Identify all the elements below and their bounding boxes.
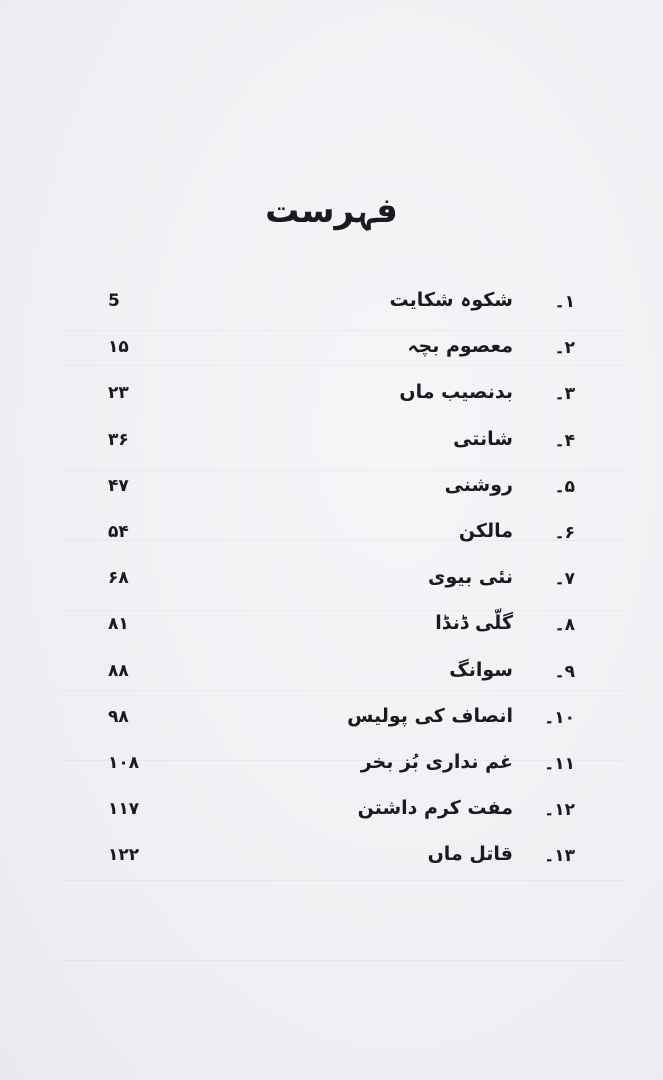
toc-entry (0, 562, 663, 598)
toc-entry-number: ۱۱۔ (544, 754, 575, 774)
toc-entry (0, 377, 663, 413)
toc-entry-page-number: ۸۱ (108, 614, 129, 635)
toc-entry-number: ۹۔ (554, 661, 575, 682)
toc-entry-number: ۸۔ (554, 615, 575, 636)
toc-entry-page-number: ۱۱۷ (108, 799, 140, 820)
toc-entry-page-number: ۶۸ (108, 568, 129, 589)
toc-entry-page-number: 5 (108, 291, 120, 311)
toc-entry (0, 839, 663, 875)
toc-entry-title: معصوم بچہ (407, 335, 513, 358)
toc-entry-page-number: ۱۰۸ (108, 753, 140, 773)
toc-entry (0, 285, 663, 321)
toc-entry-title: غم نداری بُز بخر (360, 751, 513, 773)
toc-entry-title: انصاف کی پولیس (347, 704, 513, 727)
toc-entry-number: ۲۔ (554, 338, 575, 359)
toc-entry-number: ۱۲۔ (544, 800, 575, 821)
toc-entry-page-number: ۹۸ (108, 706, 129, 727)
toc-entry-number: ۱۰۔ (544, 707, 575, 728)
toc-entry-number: ۷۔ (554, 569, 575, 590)
toc-entry (0, 424, 663, 460)
toc-entry (0, 331, 663, 367)
toc-entry-title: نئی بیوی (428, 566, 513, 589)
toc-entry-page-number: ۳۶ (108, 429, 129, 450)
toc-entry-title: شانتی (453, 427, 513, 450)
toc-entry (0, 470, 663, 506)
toc-entry-number: ۱۳۔ (544, 846, 575, 867)
toc-entry-title: مالکن (458, 520, 513, 542)
toc-entry-number: ۵۔ (554, 476, 575, 497)
toc-entry-number: ۳۔ (554, 384, 575, 405)
toc-entry-title: مفت کرم داشتن (357, 797, 513, 820)
toc-entry (0, 655, 663, 691)
toc-entry-page-number: ۲۳ (108, 383, 129, 404)
toc-entry-page-number: ۴۷ (108, 475, 129, 496)
toc-entry-number: ۶۔ (554, 523, 575, 543)
toc-entry (0, 747, 663, 783)
toc-entry (0, 793, 663, 829)
toc-entry-page-number: ۸۸ (108, 660, 129, 681)
toc-entry-title: روشنی (444, 473, 513, 496)
toc-entry (0, 608, 663, 644)
page-title: فہرست (265, 191, 398, 231)
toc-entry-title: بدنصیب ماں (399, 381, 513, 404)
toc-entry-number: ۴۔ (554, 430, 575, 451)
toc-entry-page-number: ۱۲۲ (108, 845, 140, 866)
toc-entry-page-number: ۵۴ (108, 522, 129, 542)
toc-entry-number: ۱۔ (554, 292, 575, 312)
toc-entry-title: سوانگ (449, 658, 513, 681)
toc-entry-title: گلّی ڈنڈا (435, 612, 513, 635)
toc-entry-page-number: ۱۵ (108, 337, 129, 358)
toc-entry (0, 516, 663, 552)
toc-entry-title: قاتل ماں (427, 843, 513, 866)
toc-entry-title: شکوہ شکایت (389, 289, 513, 311)
toc-entry (0, 701, 663, 737)
